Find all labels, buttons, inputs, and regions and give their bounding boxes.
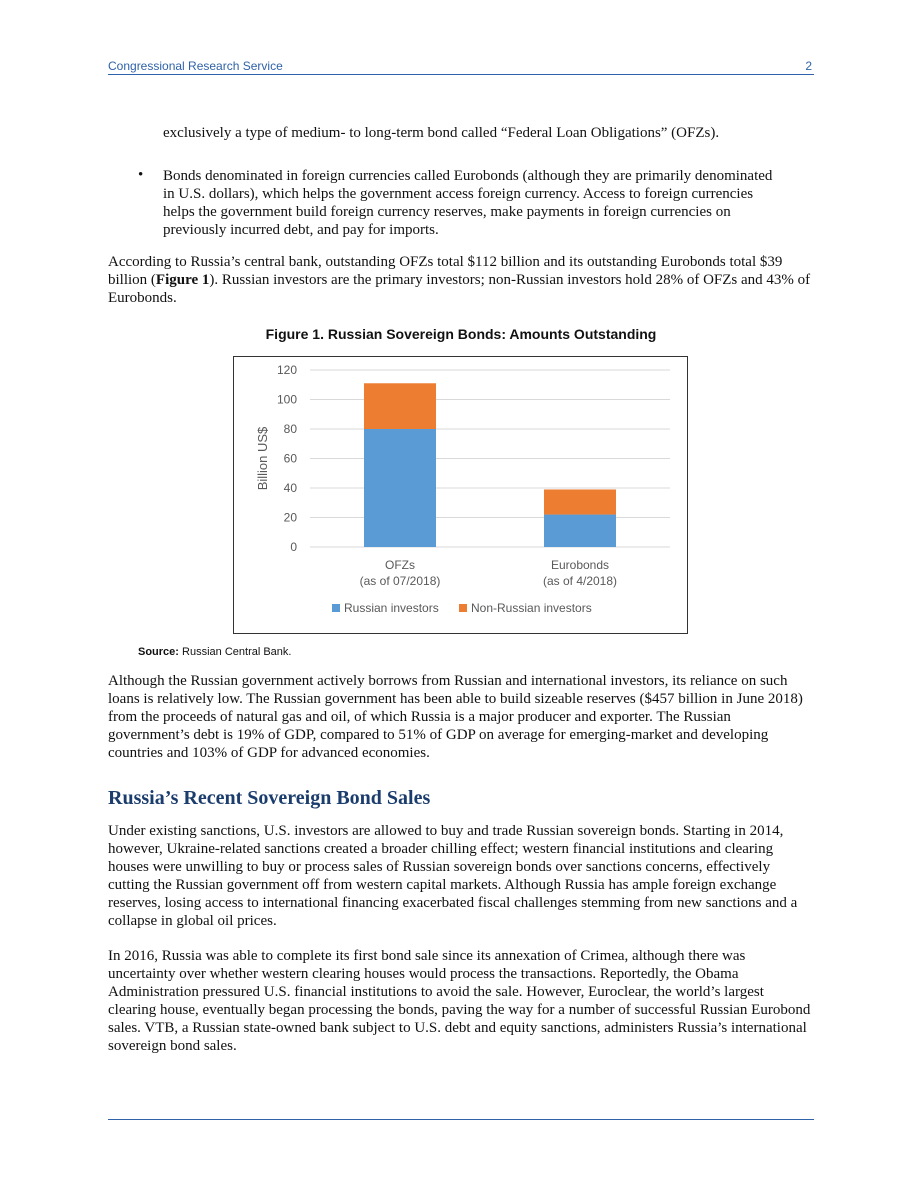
header-org: Congressional Research Service	[108, 59, 283, 73]
y-tick-label: 20	[283, 510, 297, 525]
continued-list-item: exclusively a type of medium- to long-term bond called “Federal Loan Obligations” (OFZs).	[163, 125, 720, 141]
legend-swatch	[332, 604, 340, 612]
y-tick-label: 60	[283, 451, 297, 466]
figure-reference: Figure 1	[155, 272, 210, 288]
bar-russian-0	[364, 429, 436, 547]
y-tick-label: 40	[283, 481, 297, 495]
paragraph-text: According to Russia’s central bank, outstanding OFZs total $112 billion and its outstanding Eurobonds total $39 billion (	[108, 254, 783, 288]
bullet-marker: •	[138, 167, 144, 183]
y-axis-label: Billion US$	[255, 426, 270, 491]
source-label: Source:	[138, 646, 179, 658]
x-tick-label: Eurobonds	[550, 558, 610, 572]
y-tick-label: 100	[276, 392, 297, 407]
legend-swatch	[459, 604, 467, 612]
legend-label: Russian investors	[344, 601, 439, 615]
paragraph-reserves: Although the Russian government actively borrows from Russian and international investors, its reliance on such loans is relatively low. The Russian government has been able to build sizeable reserves ($457 billion in June 2018) from the proceeds of natural gas and oil, of which Russia is a major producer and exporter. The Russian government’s debt is 19% of GDP, compared to 51% of GDP on average for emerging-market and developing countries and 103% of GDP for advanced economies.	[108, 673, 803, 761]
stacked-bar-chart	[234, 357, 687, 633]
figure-title: Figure 1. Russian Sovereign Bonds: Amounts Outstanding	[265, 326, 657, 342]
bullet-item-eurobonds: Bonds denominated in foreign currencies called Eurobonds (although they are primarily denominated in U.S. dollars), which helps the government access foreign currency. Access to foreign currencies helps the government build foreign currency reserves, make payments in foreign currencies on previously incurred debt, and pay for imports.	[163, 168, 773, 238]
source-text: Russian Central Bank.	[182, 646, 292, 658]
legend-label: Non-Russian investors	[471, 601, 592, 615]
x-tick-label: (as of 07/2018)	[359, 574, 441, 588]
y-tick-label: 0	[290, 540, 297, 554]
chart-frame	[233, 356, 688, 634]
y-tick-label: 80	[283, 422, 297, 436]
bar-non-russian-1	[544, 489, 616, 514]
paragraph-2016-sale: In 2016, Russia was able to complete its first bond sale since its annexation of Crimea, although there was uncertainty over whether western clearing houses would process the transactions. Reportedly, the Obama Administration pressured U.S. financial institutions to avoid the sale. However, Euroclear, the world’s largest clearing house, eventually began processing the bonds, paving the way for a number of successful Russian Eurobond sales. VTB, a Russian state-owned bank subject to U.S. debt and equity sanctions, administers Russia’s international sovereign bond sales.	[108, 948, 811, 1054]
section-heading: Russia’s Recent Sovereign Bond Sales	[108, 787, 431, 809]
paragraph-text: ). Russian investors are the primary investors; non-Russian investors hold 28% of OFZs and 43% of Eurobonds.	[108, 272, 811, 306]
bar-russian-1	[544, 515, 616, 547]
x-tick-label: OFZs	[385, 558, 415, 572]
y-tick-label: 120	[276, 363, 297, 377]
paragraph-sanctions: Under existing sanctions, U.S. investors are allowed to buy and trade Russian sovereign bonds. Starting in 2014, however, Ukraine-related sanctions created a broader chilling effect; western financial institutions and clearing houses were unwilling to buy or process sales of Russian sovereign bonds over sanctions concerns, effectively cutting the Russian government off from western capital markets. Although Russia has ample foreign exchange reserves, losing access to international financing exacerbated fiscal challenges stemming from new sanctions and a collapse in global oil prices.	[108, 823, 798, 929]
bar-non-russian-0	[364, 383, 436, 429]
footer-rule	[108, 1119, 814, 1120]
figure-source	[138, 646, 291, 658]
x-tick-label: (as of 4/2018)	[542, 574, 618, 588]
paragraph-outstanding	[108, 253, 814, 307]
page-header	[108, 58, 814, 75]
page-number: 2	[805, 59, 812, 73]
